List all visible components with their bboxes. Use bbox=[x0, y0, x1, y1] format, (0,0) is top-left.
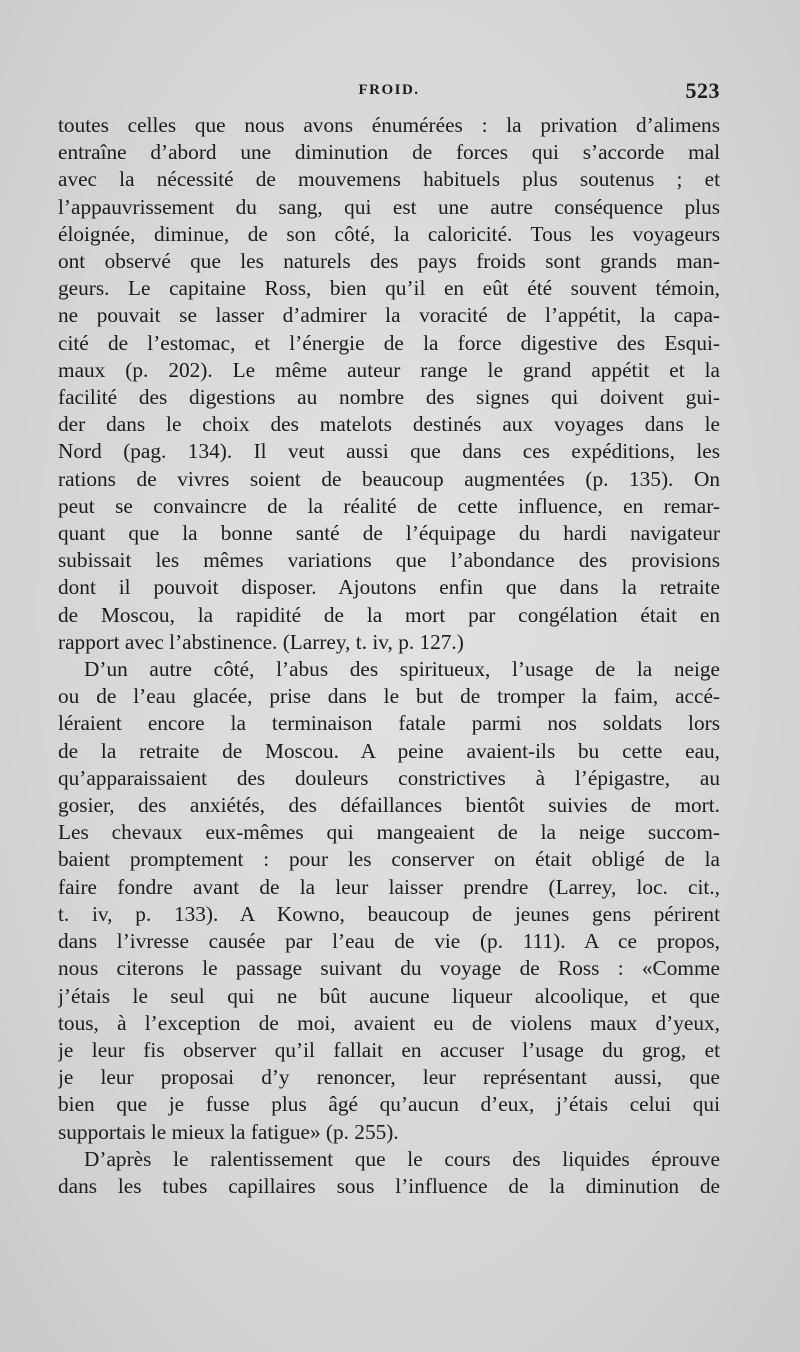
running-head bbox=[58, 76, 720, 112]
paragraph-start-line: D’après le ralentissement que le cours des liquides éprouve bbox=[84, 1146, 720, 1171]
text-line: l’appauvrissement du sang, qui est une autre conséquence plus bbox=[58, 194, 720, 219]
text-line: bien que je fusse plus âgé qu’aucun d’eux, j’étais celui qui bbox=[58, 1092, 720, 1117]
text-line: éloignée, diminue, de son côté, la caloricité. Tous les voyageurs bbox=[58, 221, 720, 246]
text-line: qu’apparaissaient des douleurs constrictives à l’épigastre, au bbox=[58, 765, 720, 790]
text-line: ne pouvait se lasser d’admirer la voracité de l’appétit, la capa- bbox=[58, 303, 720, 328]
text-line: tous, à l’exception de moi, avaient eu de violens maux d’yeux, bbox=[58, 1010, 720, 1035]
text-line: j’étais le seul qui ne bût aucune liqueur alcoolique, et que bbox=[58, 983, 720, 1008]
text-line: t. iv, p. 133). A Kowno, beaucoup de jeunes gens périrent bbox=[58, 901, 720, 926]
text-line: quant que la bonne santé de l’équipage du hardi navigateur bbox=[58, 521, 720, 546]
text-line: rations de vivres soient de beaucoup augmentées (p. 135). On bbox=[58, 466, 720, 491]
text-line: gosier, des anxiétés, des défaillances bientôt suivies de mort. bbox=[58, 793, 720, 818]
text-line: maux (p. 202). Le même auteur range le grand appétit et la bbox=[58, 357, 720, 382]
text-line: geurs. Le capitaine Ross, bien qu’il en eût été souvent témoin, bbox=[58, 276, 720, 301]
text-line: subissait les mêmes variations que l’abondance des provisions bbox=[58, 548, 720, 573]
text-line: entraîne d’abord une diminution de forces qui s’accorde mal bbox=[58, 140, 720, 165]
text-line: ou de l’eau glacée, prise dans le but de tromper la faim, accé- bbox=[58, 684, 720, 709]
page-number: 523 bbox=[685, 78, 720, 103]
paragraph-end-line: rapport avec l’abstinence. (Larrey, t. iv, p. 127.) bbox=[58, 629, 464, 654]
text-line: peut se convaincre de la réalité de cette influence, en remar- bbox=[58, 493, 720, 518]
body-text bbox=[58, 112, 720, 1200]
text-line: baient promptement : pour les conserver on était obligé de la bbox=[58, 847, 720, 872]
text-line: ont observé que les naturels des pays froids sont grands man- bbox=[58, 249, 720, 274]
text-line: dont il pouvoit disposer. Ajoutons enfin que dans la retraite bbox=[58, 575, 720, 600]
text-line: avec la nécessité de mouvemens habituels plus soutenus ; et bbox=[58, 167, 720, 192]
text-line: facilité des digestions au nombre des signes qui doivent gui- bbox=[58, 385, 720, 410]
text-line: faire fondre avant de la leur laisser prendre (Larrey, loc. cit., bbox=[58, 874, 720, 899]
text-line: de Moscou, la rapidité de la mort par congélation était en bbox=[58, 602, 720, 627]
paragraph-end-line: supportais le mieux la fatigue» (p. 255). bbox=[58, 1119, 399, 1144]
text-line: dans l’ivresse causée par l’eau de vie (p. 111). A ce propos, bbox=[58, 929, 720, 954]
text-line: der dans le choix des matelots destinés aux voyages dans le bbox=[58, 412, 720, 437]
running-title: FROID. bbox=[358, 82, 420, 98]
book-page bbox=[58, 76, 720, 1200]
text-line: nous citerons le passage suivant du voyage de Ross : «Comme bbox=[58, 956, 720, 981]
text-line: de la retraite de Moscou. A peine avaient-ils bu cette eau, bbox=[58, 738, 720, 763]
text-line: dans les tubes capillaires sous l’influence de la diminution de bbox=[58, 1173, 720, 1198]
paragraph-start-line: D’un autre côté, l’abus des spiritueux, l’usage de la neige bbox=[84, 657, 720, 682]
text-line: je leur fis observer qu’il fallait en accuser l’usage du grog, et bbox=[58, 1037, 720, 1062]
text-line: Nord (pag. 134). Il veut aussi que dans ces expéditions, les bbox=[58, 439, 720, 464]
text-line: toutes celles que nous avons énumérées : la privation d’alimens bbox=[58, 113, 720, 137]
text-line: cité de l’estomac, et l’énergie de la force digestive des Esqui- bbox=[58, 330, 720, 355]
text-line: léraient encore la terminaison fatale parmi nos soldats lors bbox=[58, 711, 720, 736]
text-line: je leur proposai d’y renoncer, leur représentant aussi, que bbox=[58, 1065, 720, 1090]
text-line: Les chevaux eux-mêmes qui mangeaient de la neige succom- bbox=[58, 820, 720, 845]
